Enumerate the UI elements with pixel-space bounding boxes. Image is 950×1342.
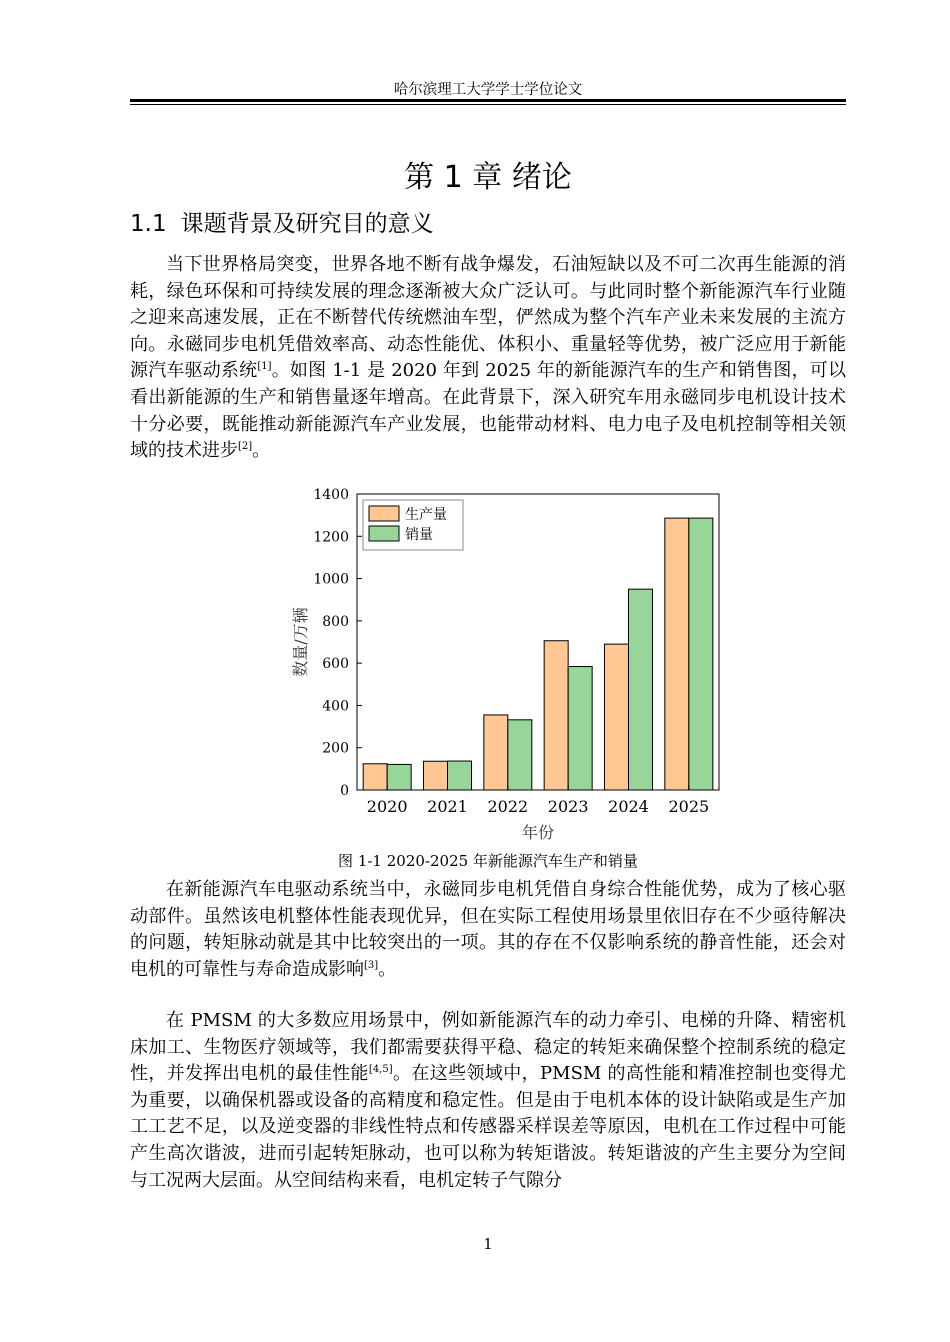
legend-swatch-2 [369, 526, 399, 541]
y-tick-label: 1000 [313, 571, 349, 588]
paragraph-2 [130, 877, 846, 983]
y-tick-label: 800 [322, 613, 349, 630]
x-tick-label: 2021 [427, 797, 468, 816]
paragraph-1 [130, 252, 846, 465]
bar-2021-series-1 [424, 761, 448, 790]
legend-swatch-1 [369, 506, 399, 521]
section-number: 1.1 [130, 211, 167, 237]
y-tick-label: 400 [322, 698, 349, 715]
paragraph-text: 在新能源汽车电驱动系统当中，永磁同步电机凭借自身综合性能优势，成为了核心驱动部件。虽然该电机整体性能表现优异，但在实际工程使用场景里依旧存在不少亟待解决的问题，转矩脉动就是其中比较突出的一项。其的存在不仅影响系统的静音性能，还会对电机的可靠性与寿命造成影响 [130, 879, 846, 980]
legend-label-2: 销量 [405, 527, 433, 543]
x-tick-label: 2022 [487, 797, 529, 816]
bar-2025-series-1 [665, 518, 689, 790]
section-heading [130, 205, 434, 238]
paragraph-text: 在 PMSM 的大多数应用场景中，例如新能源汽车的动力牵引、电梯的升降、精密机床加工、生物医疗领域等，我们都需要获得平稳、稳定的转矩来确保整个控制系统的稳定性，并发挥出电机的最佳性能 [130, 1010, 846, 1085]
citation: [3] [364, 959, 379, 971]
legend-label-1: 生产量 [405, 507, 447, 523]
paragraph-text: 。在这些领域中，PMSM 的高性能和精准控制也变得尤为重要，以确保机器或设备的高精度和稳定性。但是由于电机本体的设计缺陷或是生产加工工艺不足，以及逆变器的非线性特点和传感器采样误差等原因，电机在工作过程中可能产生高次谐波，进而引起转矩脉动，也可以称为转矩谐波。转矩谐波的产生主要分为空间与工况两大层面。从空间结构来看，电机定转子气隙分 [130, 1063, 846, 1191]
bar-2020-series-2 [387, 764, 411, 790]
x-axis-label: 年份 [521, 823, 555, 842]
paragraph-text: 。如图 1-1 是 2020 年到 2025 年的新能源汽车的生产和销售图，可以看出新能源的生产和销售量逐年增高。在此背景下，深入研究车用永磁同步电机设计技术十分必要，既能推动新能源汽车产业发展，也能带动材料、电力电子及电机控制等相关领域的技术进步 [130, 360, 846, 462]
x-tick-label: 2020 [366, 797, 408, 816]
citation: [1] [257, 361, 272, 373]
bar-2021-series-2 [448, 761, 472, 790]
section-title: 课题背景及研究目的意义 [180, 211, 434, 237]
y-tick-label: 0 [340, 783, 349, 799]
x-tick-label: 2025 [668, 797, 710, 816]
bar-2024-series-2 [629, 589, 653, 790]
y-tick-label: 1400 [313, 487, 349, 503]
paragraph-3 [130, 1008, 846, 1194]
bar-2025-series-2 [689, 518, 713, 790]
figure-caption: 图 1-1 2020-2025 年新能源汽车生产和销量 [338, 852, 638, 870]
header-rule-thin [130, 104, 846, 105]
citation: [2] [238, 441, 253, 453]
bar-2020-series-1 [363, 764, 387, 790]
bar-2022-series-2 [508, 720, 532, 790]
paragraph-text: 。 [378, 958, 397, 980]
page-number: 1 [483, 1235, 493, 1253]
x-tick-label: 2024 [608, 797, 649, 816]
running-header: 哈尔滨理工大学学士学位论文 [393, 82, 583, 98]
header-rule-thick [130, 99, 846, 102]
figure-1-1 [270, 484, 730, 844]
bar-2024-series-1 [605, 644, 629, 790]
bar-2022-series-1 [484, 715, 508, 790]
x-tick-label: 2023 [547, 797, 589, 816]
paragraph-text: 当下世界格局突变，世界各地不断有战争爆发，石油短缺以及不可二次再生能源的消耗，绿色环保和可持续发展的理念逐渐被大众广泛认可。与此同时整个新能源汽车行业随之迎来高速发展，正在不断替代传统燃油车型，俨然成为整个汽车产业未来发展的主流方向。永磁同步电机凭借效率高、动态性能优、体积小、重量轻等优势，被广泛应用于新能源汽车驱动系统 [130, 254, 846, 382]
y-tick-label: 200 [322, 740, 349, 757]
chapter-title: 第 1 章 绪论 [404, 160, 572, 195]
bar-2023-series-1 [544, 641, 568, 790]
y-tick-label: 600 [322, 656, 349, 673]
y-axis-label: 数量/万辆 [291, 607, 310, 677]
y-tick-label: 1200 [313, 529, 349, 546]
paragraph-text: 。 [252, 440, 271, 462]
citation: [4,5] [368, 1064, 393, 1076]
bar-2023-series-2 [568, 667, 592, 790]
bar-chart [270, 484, 730, 844]
